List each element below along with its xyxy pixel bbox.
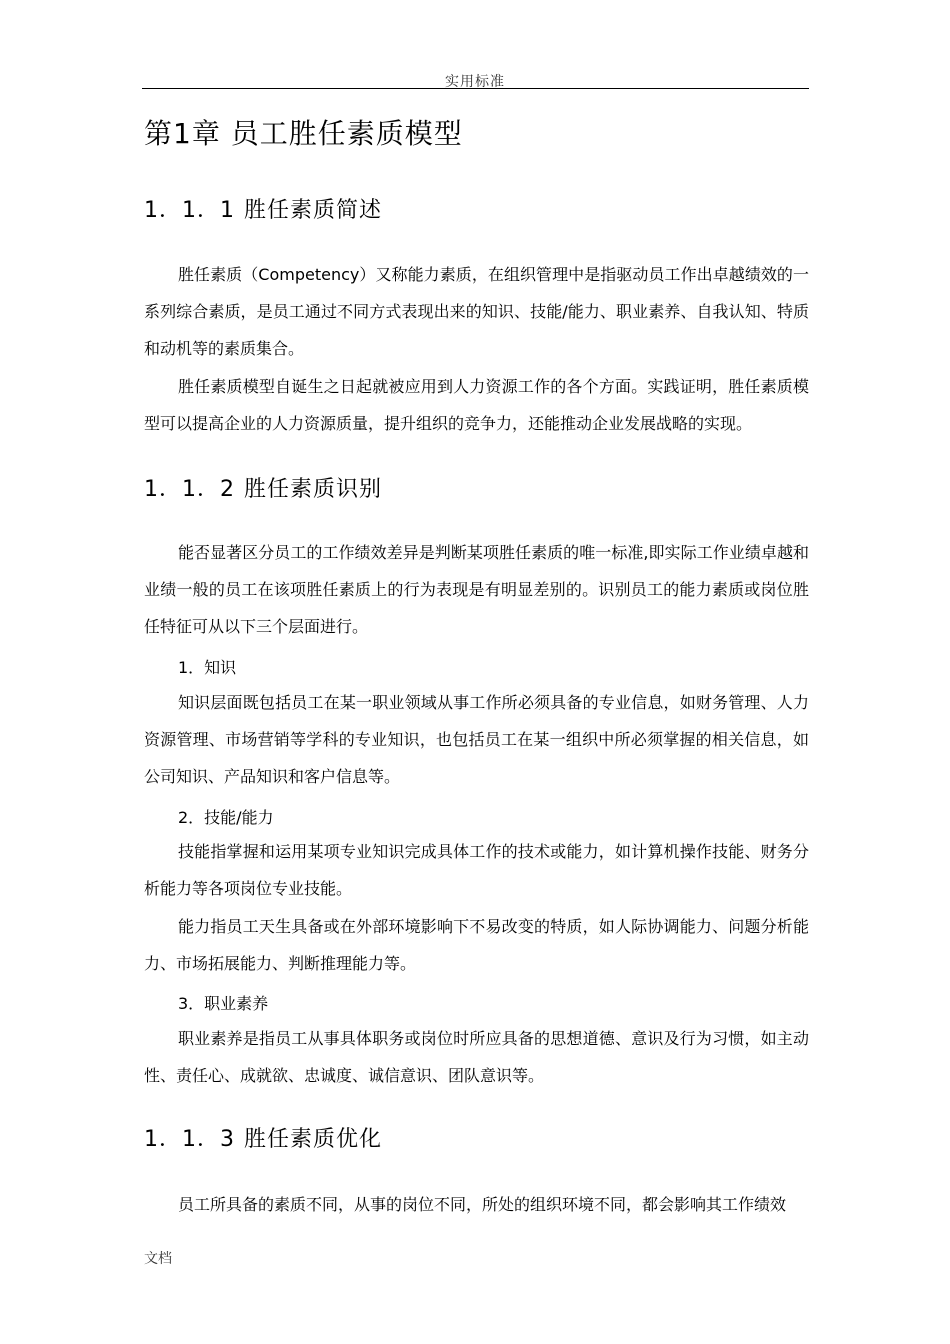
chapter-title: 第1章 员工胜任素质模型 <box>144 117 463 150</box>
paragraph: 职业素养是指员工从事具体职务或岗位时所应具备的思想道德、意识及行为习惯，如主动性、责任心、成就欲、忠诚度、诚信意识、团队意识等。 <box>144 1029 809 1085</box>
paragraph: 胜任素质（Competency）又称能力素质，在组织管理中是指驱动员工作出卓越绩效的一系列综合素质，是员工通过不同方式表现出来的知识、技能/能力、职业素养、自我认知、特质和动机等的素质集合。 <box>144 265 809 358</box>
item-label-skills: 2．技能/能力 <box>178 808 274 827</box>
section-heading-1-1-1 <box>144 193 382 224</box>
paragraph: 胜任素质模型自诞生之日起就被应用到人力资源工作的各个方面。实践证明，胜任素质模型可以提高企业的人力资源质量，提升组织的竞争力，还能推动企业发展战略的实现。 <box>144 377 809 433</box>
page-footer: 文档 <box>144 1251 172 1267</box>
section-title: 胜任素质优化 <box>244 1127 383 1152</box>
paragraph: 能否显著区分员工的工作绩效差异是判断某项胜任素质的唯一标准,即实际工作业绩卓越和业绩一般的员工在该项胜任素质上的行为表现是有明显差别的。识别员工的能力素质或岗位胜任特征可从以下三个层面进行。 <box>144 543 809 636</box>
section-title: 胜任素质简述 <box>244 198 383 223</box>
paragraph: 知识层面既包括员工在某一职业领域从事工作所必须具备的专业信息，如财务管理、人力资源管理、市场营销等学科的专业知识，也包括员工在某一组织中所必须掌握的相关信息，如公司知识、产品知识和客户信息等。 <box>144 693 809 786</box>
item-label-professionalism: 3．职业素养 <box>178 994 269 1013</box>
paragraph: 员工所具备的素质不同，从事的岗位不同，所处的组织环境不同，都会影响其工作绩效 <box>178 1195 787 1214</box>
section-number: 1．1．2 <box>144 477 235 502</box>
header-divider <box>142 88 809 89</box>
section-number: 1．1．3 <box>144 1127 235 1152</box>
section-title: 胜任素质识别 <box>244 477 383 502</box>
section-number: 1．1．1 <box>144 198 235 223</box>
section-heading-1-1-3 <box>144 1122 382 1153</box>
paragraph: 能力指员工天生具备或在外部环境影响下不易改变的特质，如人际协调能力、问题分析能力、市场拓展能力、判断推理能力等。 <box>144 917 809 973</box>
page-header: 实用标准 <box>445 74 505 90</box>
item-label-knowledge: 1．知识 <box>178 658 237 677</box>
section-heading-1-1-2 <box>144 472 382 503</box>
paragraph: 技能指掌握和运用某项专业知识完成具体工作的技术或能力，如计算机操作技能、财务分析能力等各项岗位专业技能。 <box>144 842 809 898</box>
